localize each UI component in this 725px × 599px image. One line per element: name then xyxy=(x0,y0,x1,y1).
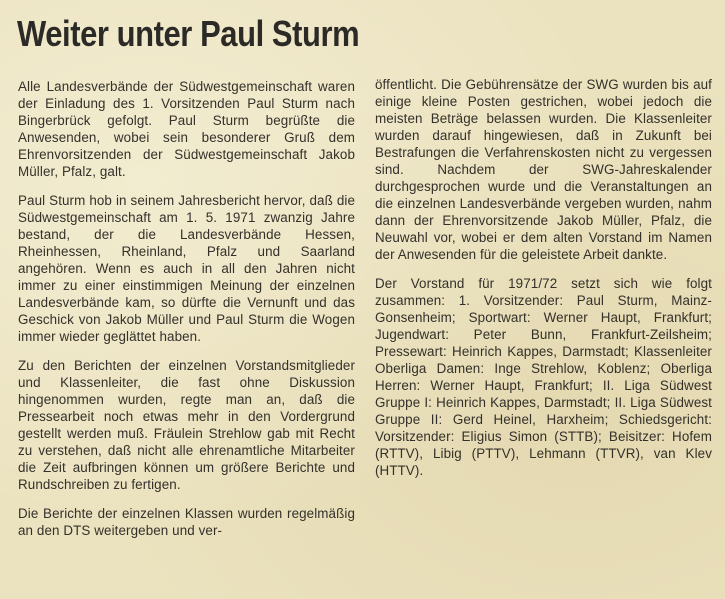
paragraph: Der Vorstand für 1971/72 setzt sich wie folgt zusammen: 1. Vorsitzender: Paul Sturm, Mainz-Gonsenheim; Sportwart: Werner Haupt, Frankfurt; Jugendwart: Peter Bunn, Frankfurt-Zeilsheim; Pressewart: Heinrich Kappes, Darmstadt; Klassenleiter Oberliga Damen: Inge Strehlow, Koblenz; Oberliga Herren: Werner Haupt, Frankfurt; II. Liga Südwest Gruppe I: Heinrich Kappes, Darmstadt; II. Liga Südwest Gruppe II: Gerd Heinel, Harxheim; Schiedsgericht: Vorsitzender: Eligius Simon (STTB); Beisitzer: Hofem (RTTV), Libig (PTTV), Lehmann (TTVR), van Klev (HTTV). xyxy=(375,276,712,478)
paragraph: Paul Sturm hob in seinem Jahresbericht hervor, daß die Südwestgemeinschaft am 1. 5. 1971 zwanzig Jahre bestand, der die Landesverbände Hessen, Rheinhessen, Rheinland, Pfalz und Saarland angehören. Wenn es auch in all den Jahren nicht immer zu einer einstimmigen Meinung der einzelnen Landesverbände kam, so dürfte die Vernunft und das Geschick von Jakob Müller und Paul Sturm die Wogen immer wieder geglättet haben. xyxy=(18,193,355,344)
article-headline: Weiter unter Paul Sturm xyxy=(17,13,360,54)
paragraph: Alle Landesverbände der Südwestgemeinschaft waren der Einladung des 1. Vorsitzenden Paul Sturm nach Bingerbrück gefolgt. Paul Sturm begrüßte die Anwesenden, wobei sein besonderer Gruß dem Ehrenvorsitzenden der Südwestgemeinschaft Jakob Müller, Pfalz, galt. xyxy=(18,79,355,179)
article-column-left xyxy=(18,78,355,551)
paragraph: Zu den Berichten der einzelnen Vorstandsmitglieder und Klassenleiter, die fast ohne Diskussion hingenommen wurden, regte man an, daß die Pressearbeit noch etwas mehr in den Vordergrund gestellt werden muß. Fräulein Strehlow gab mit Recht zu verstehen, daß nicht alle ehrenamtliche Mitarbeiter die Zeit aufbringen können um größere Berichte und Rundschreiben zu fertigen. xyxy=(18,358,355,492)
paragraph: öffentlicht. Die Gebührensätze der SWG wurden bis auf einige kleine Posten gestrichen, wobei jedoch die meisten Beträge belassen wurden. Die Klassenleiter wurden darauf hingewiesen, daß in Zukunft bei Bestrafungen die Verfahrenskosten nicht zu vergessen sind. Nachdem der SWG-Jahreskalender durchgesprochen wurde und die Veranstaltungen an die einzelnen Landesverbände vergeben wurden, nahm dann der Ehrenvorsitzende Jakob Müller, Pfalz, die Neuwahl vor, wobei er dem alten Vorstand im Namen der Anwesenden für die geleistete Arbeit dankte. xyxy=(375,77,712,262)
paragraph: Die Berichte der einzelnen Klassen wurden regelmäßig an den DTS weitergeben und ver- xyxy=(18,506,355,538)
article-column-right xyxy=(375,76,712,491)
